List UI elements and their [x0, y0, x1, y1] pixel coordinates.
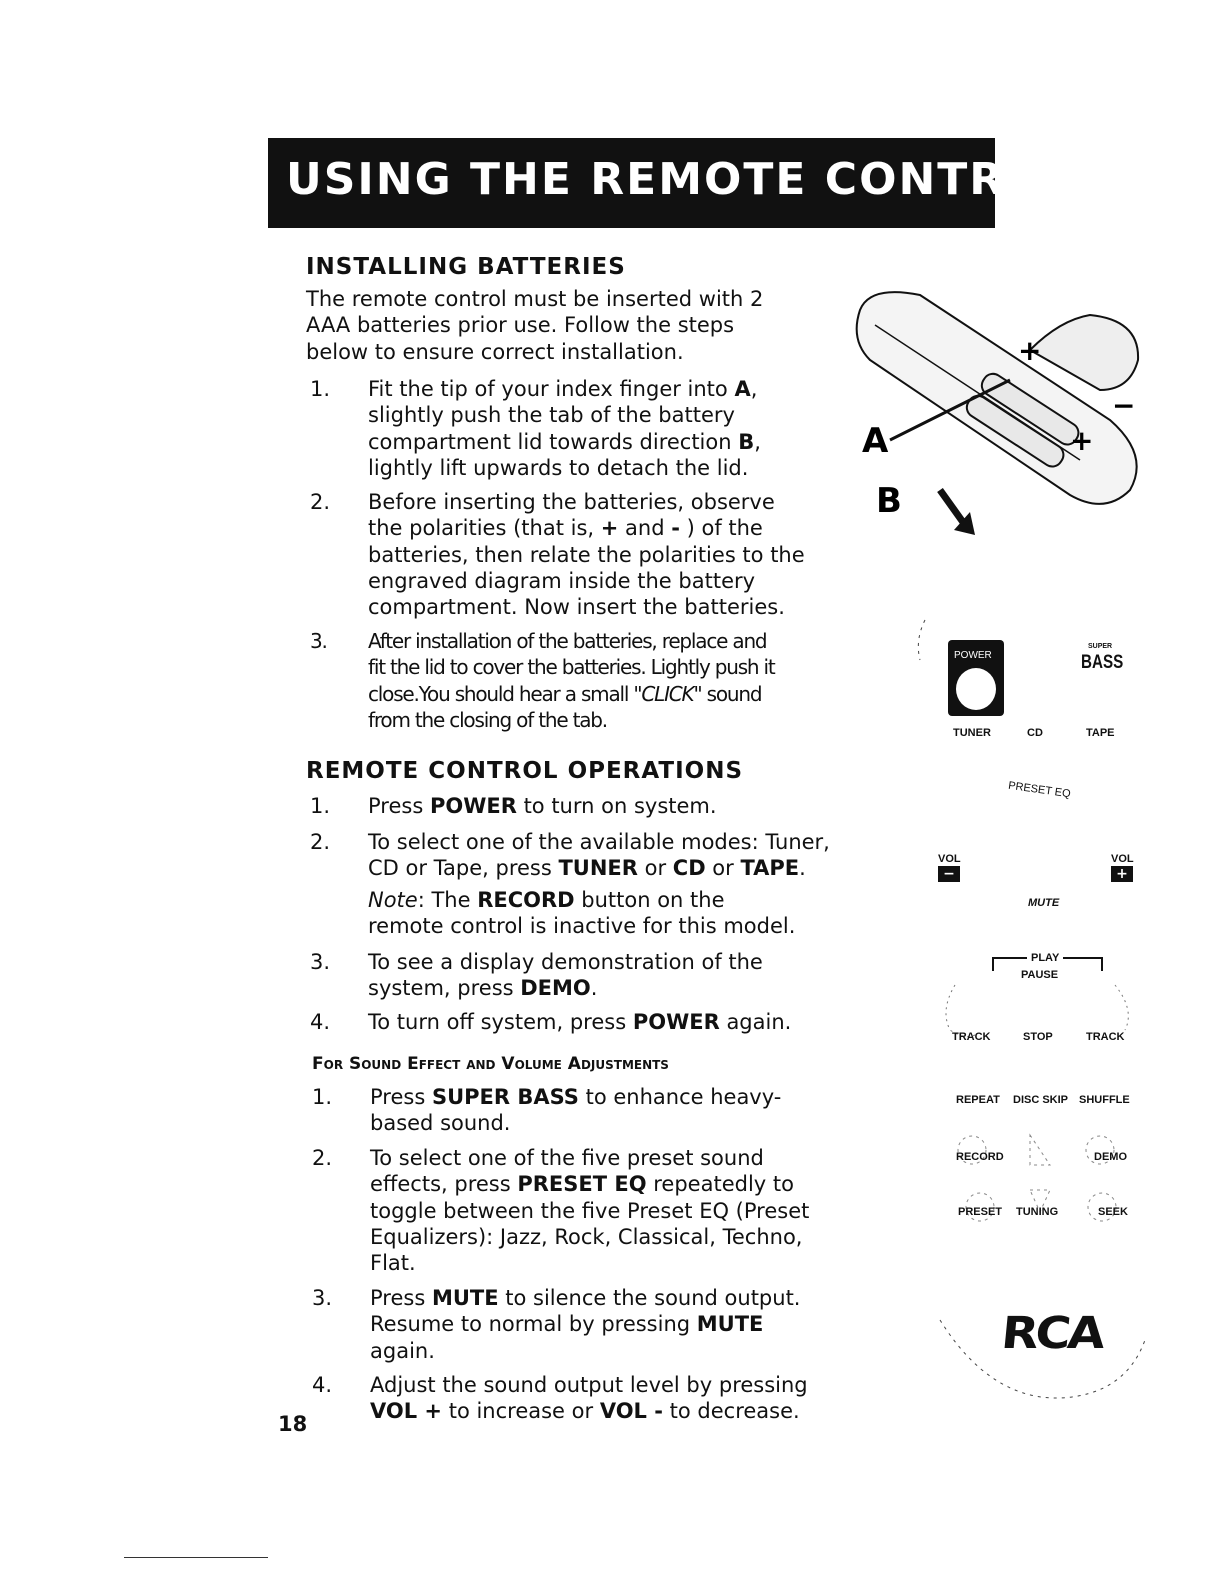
remote-outline	[900, 590, 1160, 1420]
text-line	[370, 1171, 809, 1197]
disc-skip-button[interactable]: DISC SKIP	[1013, 1094, 1069, 1106]
super-label: SUPER	[1088, 643, 1113, 650]
step-text	[368, 628, 775, 733]
text-line	[368, 681, 775, 707]
remote-operations-heading: REMOTE CONTROL OPERATIONS	[306, 758, 744, 784]
text: The remote control must be inserted with 2	[306, 287, 764, 311]
text: Press	[370, 1085, 432, 1109]
mute-button[interactable]: MUTE	[1028, 897, 1060, 909]
power-label: POWER	[954, 650, 992, 661]
text: button on the	[574, 888, 725, 912]
track-forward-button[interactable]: TRACK	[1086, 1031, 1125, 1043]
text: the polarities (that is,	[368, 516, 601, 541]
label-a: A	[862, 421, 889, 461]
text-line	[306, 312, 763, 338]
bold-text: SUPER BASS	[431, 1085, 579, 1109]
text: repeatedly to	[646, 1172, 794, 1197]
text: AAA batteries prior use. Follow the steps	[306, 313, 735, 338]
text: CD or Tape, press	[368, 856, 559, 881]
text-line	[370, 1145, 809, 1171]
bold-text: MUTE	[696, 1312, 764, 1337]
text: .	[590, 976, 598, 1001]
play-pause-button[interactable]: PLAY	[1027, 952, 1063, 964]
plus-sign: +	[1018, 334, 1042, 367]
text: to decrease.	[662, 1399, 800, 1424]
text-line	[370, 1110, 781, 1136]
text-line	[370, 1372, 808, 1398]
text: Press	[370, 1286, 432, 1310]
text: to turn on system.	[516, 794, 717, 818]
text: Resume to normal by pressing	[370, 1312, 697, 1337]
installing-batteries-heading: INSTALLING BATTERIES	[306, 254, 626, 280]
text: below to ensure correct installation.	[306, 339, 684, 364]
text: to enhance heavy-	[578, 1085, 782, 1109]
step-text	[368, 887, 795, 940]
bold-text: POWER	[429, 794, 517, 818]
bold-text: -	[671, 516, 680, 541]
text: system, press	[368, 976, 521, 1001]
super-bass-button[interactable]: BASS	[1081, 652, 1124, 673]
text-line	[368, 402, 761, 428]
text: based sound.	[370, 1111, 511, 1136]
text: ,	[754, 429, 761, 454]
bold-text: RECORD	[477, 888, 575, 912]
text-line	[370, 1198, 809, 1224]
text: remote control is inactive for this model.	[368, 914, 796, 939]
text: compartment. Now insert the batteries.	[368, 595, 785, 620]
bold-text: DEMO	[520, 976, 591, 1001]
step-text	[370, 1145, 809, 1276]
vol-minus-label: VOL	[938, 853, 961, 865]
step-text	[368, 376, 761, 481]
step-number: 4.	[310, 1010, 331, 1034]
seek-button[interactable]: SEEK	[1098, 1206, 1128, 1218]
text-line	[368, 628, 775, 654]
bold-text: VOL -	[599, 1399, 663, 1424]
text-line	[370, 1338, 800, 1364]
text: from the closing of the tab.	[368, 707, 607, 732]
text-line	[368, 887, 795, 913]
text: slightly push the tab of the battery	[368, 403, 735, 428]
text-line	[368, 515, 805, 541]
tape-button[interactable]: TAPE	[1086, 727, 1115, 739]
text: ,	[750, 377, 758, 401]
bold-text: MUTE	[431, 1286, 499, 1310]
text: To see a display demonstration of the	[368, 950, 763, 974]
text-line	[368, 855, 830, 881]
step-number: 3.	[310, 629, 327, 653]
text-line	[368, 654, 775, 680]
text: To turn off system, press	[368, 1010, 633, 1034]
rca-logo: RCA	[999, 1308, 1105, 1359]
text-line	[368, 913, 795, 939]
text: close.You should hear a small "	[368, 681, 642, 706]
text: again.	[719, 1010, 792, 1034]
text: Press	[368, 794, 430, 818]
step-number: 2.	[310, 830, 331, 854]
text: Flat.	[370, 1251, 416, 1276]
text: toggle between the five Preset EQ (Preset	[370, 1198, 810, 1223]
minus-sign: −	[1112, 389, 1136, 422]
text: ) of the	[679, 516, 763, 541]
footer-rule	[124, 1557, 268, 1558]
stop-button[interactable]: STOP	[1023, 1031, 1053, 1043]
pause-label: PAUSE	[1021, 969, 1059, 981]
text: fit the lid to cover the batteries. Lightly push it	[368, 655, 775, 680]
text-line	[368, 594, 805, 620]
text-line	[370, 1285, 800, 1311]
text-line	[368, 949, 763, 975]
text-line	[370, 1224, 809, 1250]
repeat-button[interactable]: REPEAT	[956, 1094, 1000, 1106]
text-line	[368, 829, 830, 855]
step-number: 4.	[312, 1373, 333, 1397]
bold-text: PRESET EQ	[517, 1172, 647, 1197]
text: To select one of the five preset sound	[370, 1146, 764, 1170]
preset-button[interactable]: PRESET	[958, 1206, 1003, 1218]
bold-text: CD	[672, 856, 706, 881]
tuning-button[interactable]: TUNING	[1016, 1206, 1059, 1218]
bold-text: +	[600, 516, 619, 541]
text: or	[705, 856, 741, 881]
text-line	[368, 975, 763, 1001]
text-line	[306, 286, 763, 312]
bold-text: POWER	[632, 1010, 720, 1034]
bold-text: TAPE	[740, 856, 800, 881]
bold-text: A	[734, 377, 751, 401]
text-line	[368, 793, 717, 819]
text-line	[368, 707, 775, 733]
step-text	[368, 1009, 791, 1035]
text: lightly lift upwards to detach the lid.	[368, 455, 749, 480]
step-text	[368, 949, 763, 1002]
tuner-button[interactable]: TUNER	[953, 727, 991, 739]
preset-eq-button[interactable]: PRESET EQ	[1007, 779, 1072, 801]
italic-text: Note	[368, 888, 418, 912]
text-line	[368, 455, 761, 481]
bold-text: TUNER	[558, 856, 638, 881]
step-number: 3.	[310, 950, 331, 974]
shuffle-button[interactable]: SHUFFLE	[1079, 1094, 1130, 1106]
text: compartment lid towards direction	[368, 429, 739, 454]
text: " sound	[693, 681, 762, 706]
step-number: 1.	[312, 1085, 333, 1109]
cd-button[interactable]: CD	[1027, 727, 1043, 739]
power-circle-icon	[956, 668, 996, 710]
vol-plus-button[interactable]: +	[1111, 866, 1133, 882]
text-line	[370, 1084, 781, 1110]
text: After installation of the batteries, replace and	[368, 629, 767, 653]
text: to silence the sound output.	[498, 1286, 801, 1310]
step-text	[368, 489, 805, 620]
text: again.	[370, 1338, 435, 1363]
italic-text: CLICK	[641, 681, 694, 706]
text-line	[370, 1250, 809, 1276]
bold-text: VOL +	[370, 1399, 443, 1424]
text: .	[799, 856, 806, 881]
batteries-intro	[306, 286, 763, 365]
track-back-button[interactable]: TRACK	[952, 1031, 991, 1043]
text: Before inserting the batteries, observe	[368, 490, 775, 514]
step-number: 1.	[310, 794, 331, 818]
section-title: USING THE REMOTE CONTROL	[286, 154, 1075, 205]
text-line	[368, 1009, 791, 1035]
page-number: 18	[278, 1412, 308, 1436]
section-banner	[268, 138, 1075, 228]
text-line	[370, 1398, 808, 1424]
step-number: 3.	[312, 1286, 333, 1310]
plus-sign: +	[1070, 424, 1094, 457]
text: and	[618, 516, 672, 541]
sound-adjustments-heading: For Sound Effect and Volume Adjustments	[312, 1054, 669, 1074]
text-line	[306, 339, 763, 365]
step-text	[370, 1084, 781, 1137]
step-number: 2.	[310, 490, 331, 514]
text-line	[368, 376, 761, 402]
step-text	[370, 1285, 800, 1364]
text: Equalizers): Jazz, Rock, Classical, Techno,	[370, 1224, 803, 1249]
demo-button[interactable]: DEMO	[1094, 1151, 1127, 1163]
step-text	[368, 829, 830, 882]
text: to increase or	[442, 1399, 600, 1424]
text: : The	[417, 888, 478, 912]
label-b: B	[876, 481, 902, 521]
step-text	[368, 793, 717, 819]
text-line	[368, 568, 805, 594]
text: To select one of the available modes: Tuner,	[368, 830, 830, 854]
text: engraved diagram inside the battery	[368, 568, 756, 593]
text-line	[368, 542, 805, 568]
record-button[interactable]: RECORD	[956, 1151, 1004, 1163]
power-button[interactable]	[948, 640, 1004, 716]
text-line	[370, 1311, 800, 1337]
battery-compartment-illustration	[850, 280, 1150, 550]
text: batteries, then relate the polarities to the	[368, 542, 805, 567]
step-number: 2.	[312, 1146, 333, 1170]
text-line	[368, 429, 761, 455]
text-line	[368, 489, 805, 515]
text: Adjust the sound output level by pressing	[370, 1373, 808, 1397]
vol-plus-label: VOL	[1111, 853, 1134, 865]
step-number: 1.	[310, 377, 331, 401]
vol-minus-button[interactable]: −	[938, 866, 960, 882]
text: or	[637, 856, 673, 881]
bold-text: B	[738, 429, 755, 454]
text: effects, press	[370, 1172, 518, 1197]
text: Fit the tip of your index finger into	[368, 377, 735, 401]
step-text	[370, 1372, 808, 1425]
